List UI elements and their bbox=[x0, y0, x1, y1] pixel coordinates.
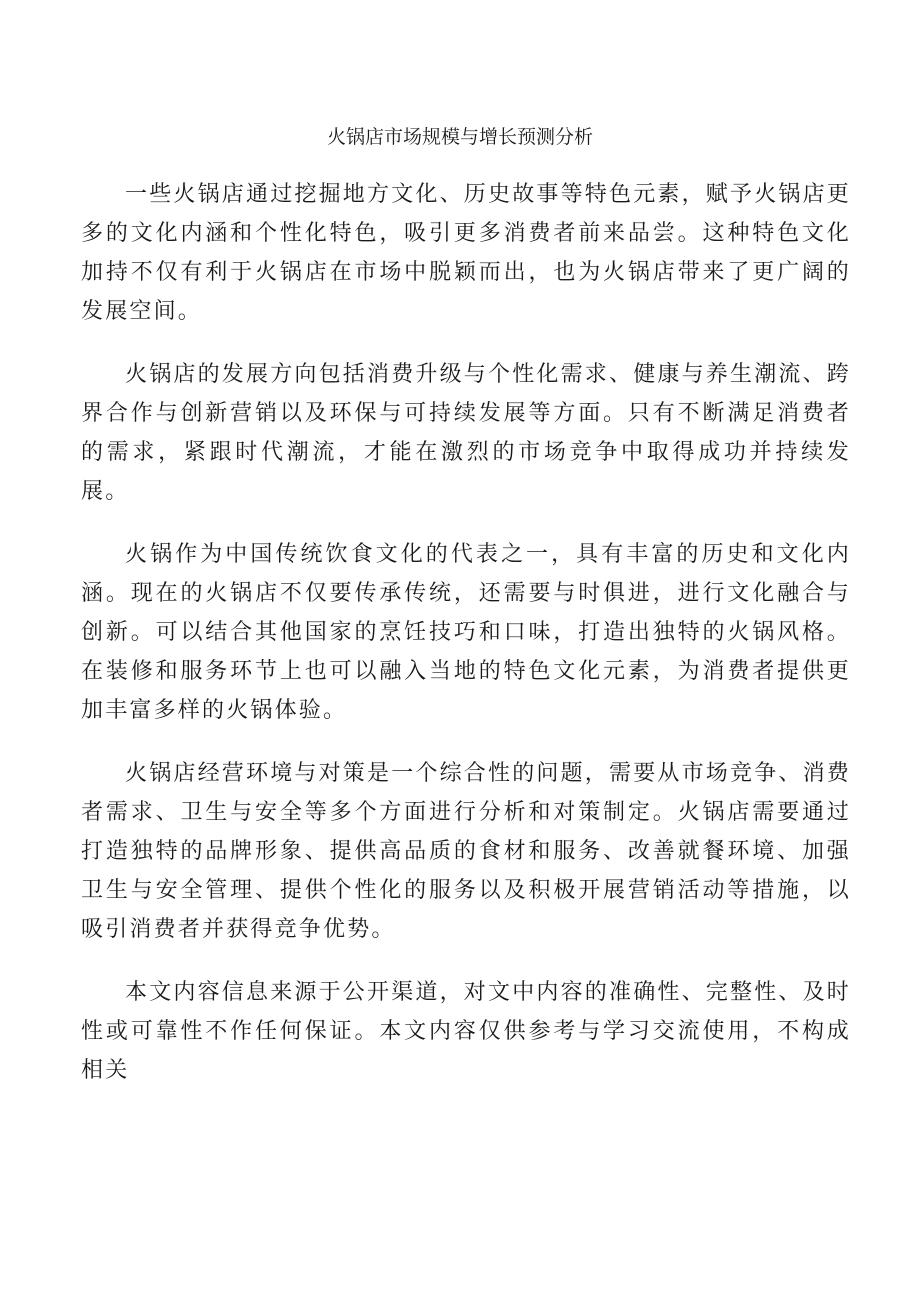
paragraph-tradition: 火锅作为中国传统饮食文化的代表之一，具有丰富的历史和文化内涵。现在的火锅店不仅要传承传统，还需要与时俱进，进行文化融合与创新。可以结合其他国家的烹饪技巧和口味，打造出独特的火锅风格。在装修和服务环节上也可以融入当地的特色文化元素，为消费者提供更加丰富多样的火锅体验。 bbox=[81, 542, 851, 723]
paragraph-culture: 一些火锅店通过挖掘地方文化、历史故事等特色元素，赋予火锅店更多的文化内涵和个性化特色，吸引更多消费者前来品尝。这种特色文化加持不仅有利于火锅店在市场中脱颖而出，也为火锅店带来了更广阔的发展空间。 bbox=[81, 182, 852, 324]
paragraph-direction: 火锅店的发展方向包括消费升级与个性化需求、健康与养生潮流、跨界合作与创新营销以及环保与可持续发展等方面。只有不断满足消费者的需求，紧跟时代潮流，才能在激烈的市场竞争中取得成功并持续发展。 bbox=[81, 362, 852, 504]
paragraph-disclaimer: 本文内容信息来源于公开渠道，对文中内容的准确性、完整性、及时性或可靠性不作任何保证。本文内容仅供参考与学习交流使用，不构成相关 bbox=[81, 980, 852, 1083]
document-body bbox=[81, 175, 851, 1114]
paragraph-environment: 火锅店经营环境与对策是一个综合性的问题，需要从市场竞争、消费者需求、卫生与安全等多个方面进行分析和对策制定。火锅店需要通过打造独特的品牌形象、提供高品质的食材和服务、改善就餐环境、加强卫生与安全管理、提供个性化的服务以及积极开展营销活动等措施，以吸引消费者并获得竞争优势。 bbox=[81, 761, 852, 942]
document-title: 火锅店市场规模与增长预测分析 bbox=[326, 126, 593, 148]
